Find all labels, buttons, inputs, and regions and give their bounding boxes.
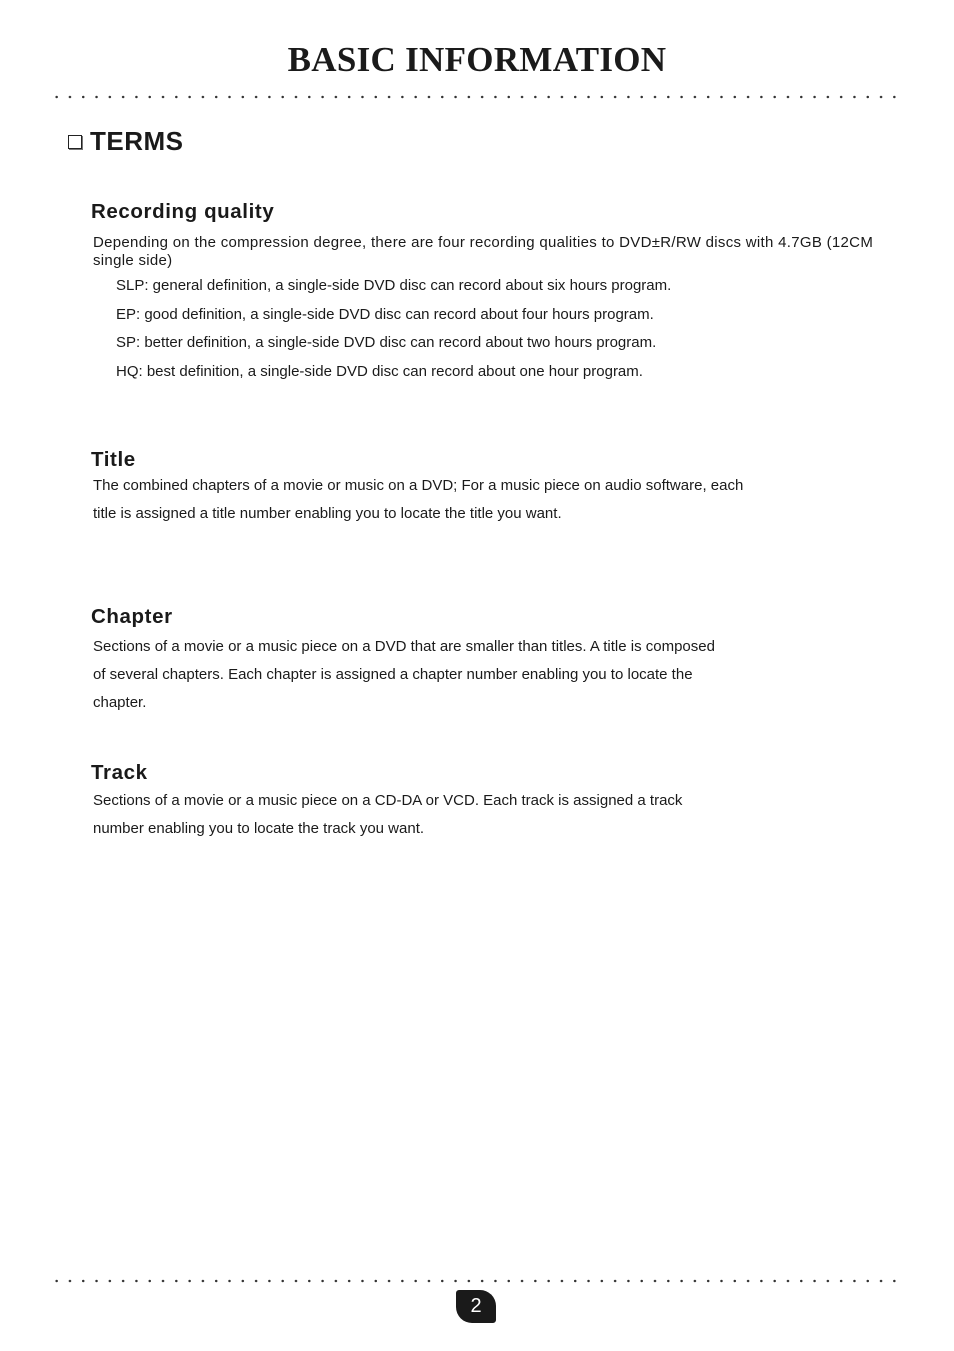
term-heading-recording-quality: Recording quality xyxy=(91,200,275,223)
text-line: number enabling you to locate the track you want. xyxy=(93,820,425,837)
term-heading-title: Title xyxy=(91,448,136,471)
checkbox-square-icon xyxy=(68,135,82,149)
section-label: TERMS xyxy=(90,126,184,156)
text-line: chapter. xyxy=(93,694,147,711)
recording-quality-intro: Depending on the compression degree, there are four recording qualities to DVD±R/RW discs with 4.7GB (12CM single side) xyxy=(93,234,874,269)
bottom-dotted-divider xyxy=(50,1279,898,1283)
list-item: HQ: best definition, a single-side DVD disc can record about one hour program. xyxy=(116,362,643,380)
page-number-badge: 2 xyxy=(456,1290,496,1323)
page-title: BASIC INFORMATION xyxy=(287,40,667,79)
list-item: SP: better definition, a single-side DVD disc can record about two hours program. xyxy=(116,334,657,351)
title-description xyxy=(93,472,883,528)
track-description xyxy=(93,787,883,843)
term-heading-chapter: Chapter xyxy=(91,605,173,628)
text-line: Sections of a movie or a music piece on a DVD that are smaller than titles. A title is composed xyxy=(93,638,715,655)
term-heading-track: Track xyxy=(91,761,148,784)
text-line: The combined chapters of a movie or music on a DVD; For a music piece on audio software, each xyxy=(93,477,744,494)
text-line: title is assigned a title number enabling you to locate the title you want. xyxy=(93,505,562,522)
chapter-description xyxy=(93,633,883,717)
text-line: of several chapters. Each chapter is assigned a chapter number enabling you to locate the xyxy=(93,666,693,683)
list-item: SLP: general definition, a single-side DVD disc can record about six hours program. xyxy=(116,277,672,294)
text-line: Sections of a movie or a music piece on a CD-DA or VCD. Each track is assigned a track xyxy=(93,792,683,809)
top-dotted-divider xyxy=(50,95,898,99)
recording-quality-list xyxy=(116,272,671,386)
section-heading-terms xyxy=(68,126,184,157)
list-item: EP: good definition, a single-side DVD disc can record about four hours program. xyxy=(116,305,654,323)
